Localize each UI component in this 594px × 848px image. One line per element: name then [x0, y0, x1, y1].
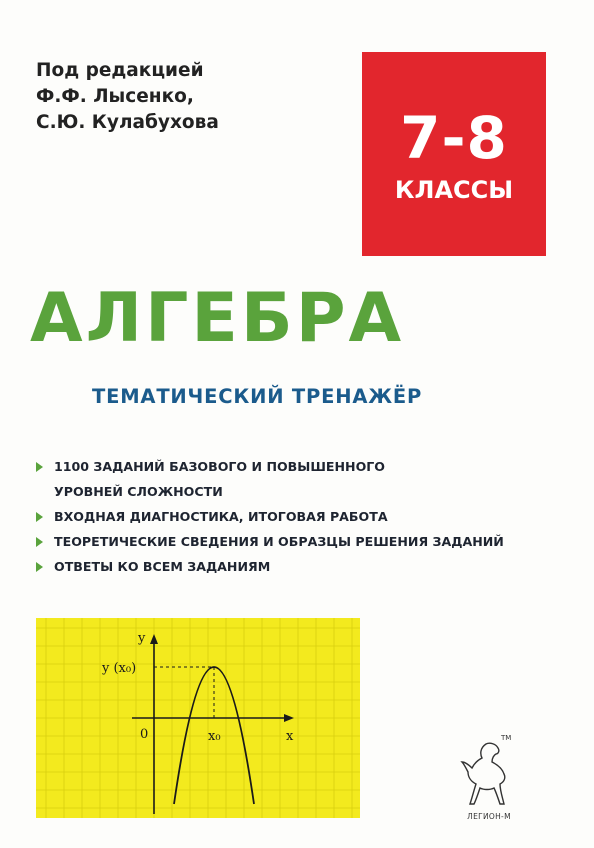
feature-text: ТЕОРЕТИЧЕСКИЕ СВЕДЕНИЯ И ОБРАЗЦЫ РЕШЕНИЯ ЗАДАНИЙ	[54, 534, 504, 549]
feature-text: ВХОДНАЯ ДИАГНОСТИКА, ИТОГОВАЯ РАБОТА	[54, 509, 388, 524]
triangle-bullet-icon	[36, 462, 43, 472]
feature-list	[36, 454, 566, 579]
feature-text: ОТВЕТЫ КО ВСЕМ ЗАДАНИЯМ	[54, 559, 271, 574]
parabola-graph-panel	[36, 618, 360, 818]
trademark-label: TM	[501, 734, 512, 742]
parabola-graph	[36, 618, 360, 818]
x-axis-arrow-icon	[284, 714, 294, 722]
y-axis-label: y	[138, 631, 146, 646]
x-axis-label: x	[286, 729, 294, 744]
book-subtitle: ТЕМАТИЧЕСКИЙ ТРЕНАЖЁР	[92, 385, 423, 408]
book-title: АЛГЕБРА	[30, 279, 405, 358]
feature-text: 1100 ЗАДАНИЙ БАЗОВОГО И ПОВЫШЕННОГО	[54, 459, 386, 474]
x-value-label: x₀	[208, 729, 221, 744]
origin-label: 0	[140, 727, 149, 742]
feature-item	[36, 504, 566, 529]
publisher-name: ЛЕГИОН-М	[467, 812, 511, 821]
editor-name-1: Ф.Ф. Лысенко,	[36, 86, 194, 107]
triangle-bullet-icon	[36, 562, 43, 572]
grade-badge	[362, 52, 546, 256]
y-value-label: y (x₀)	[102, 661, 137, 676]
grade-word: КЛАССЫ	[394, 176, 514, 204]
editor-name-2: С.Ю. Кулабухова	[36, 112, 219, 133]
triangle-bullet-icon	[36, 512, 43, 522]
grade-number: 7-8	[400, 104, 508, 172]
triangle-bullet-icon	[36, 537, 43, 547]
horse-logo-icon	[456, 738, 516, 810]
feature-text-continued: УРОВНЕЙ СЛОЖНОСТИ	[54, 484, 223, 499]
feature-item	[36, 554, 566, 579]
feature-item	[36, 454, 566, 504]
editors-block	[36, 58, 219, 136]
editors-intro: Под редакцией	[36, 60, 204, 81]
feature-item	[36, 529, 566, 554]
y-axis-arrow-icon	[150, 634, 158, 644]
